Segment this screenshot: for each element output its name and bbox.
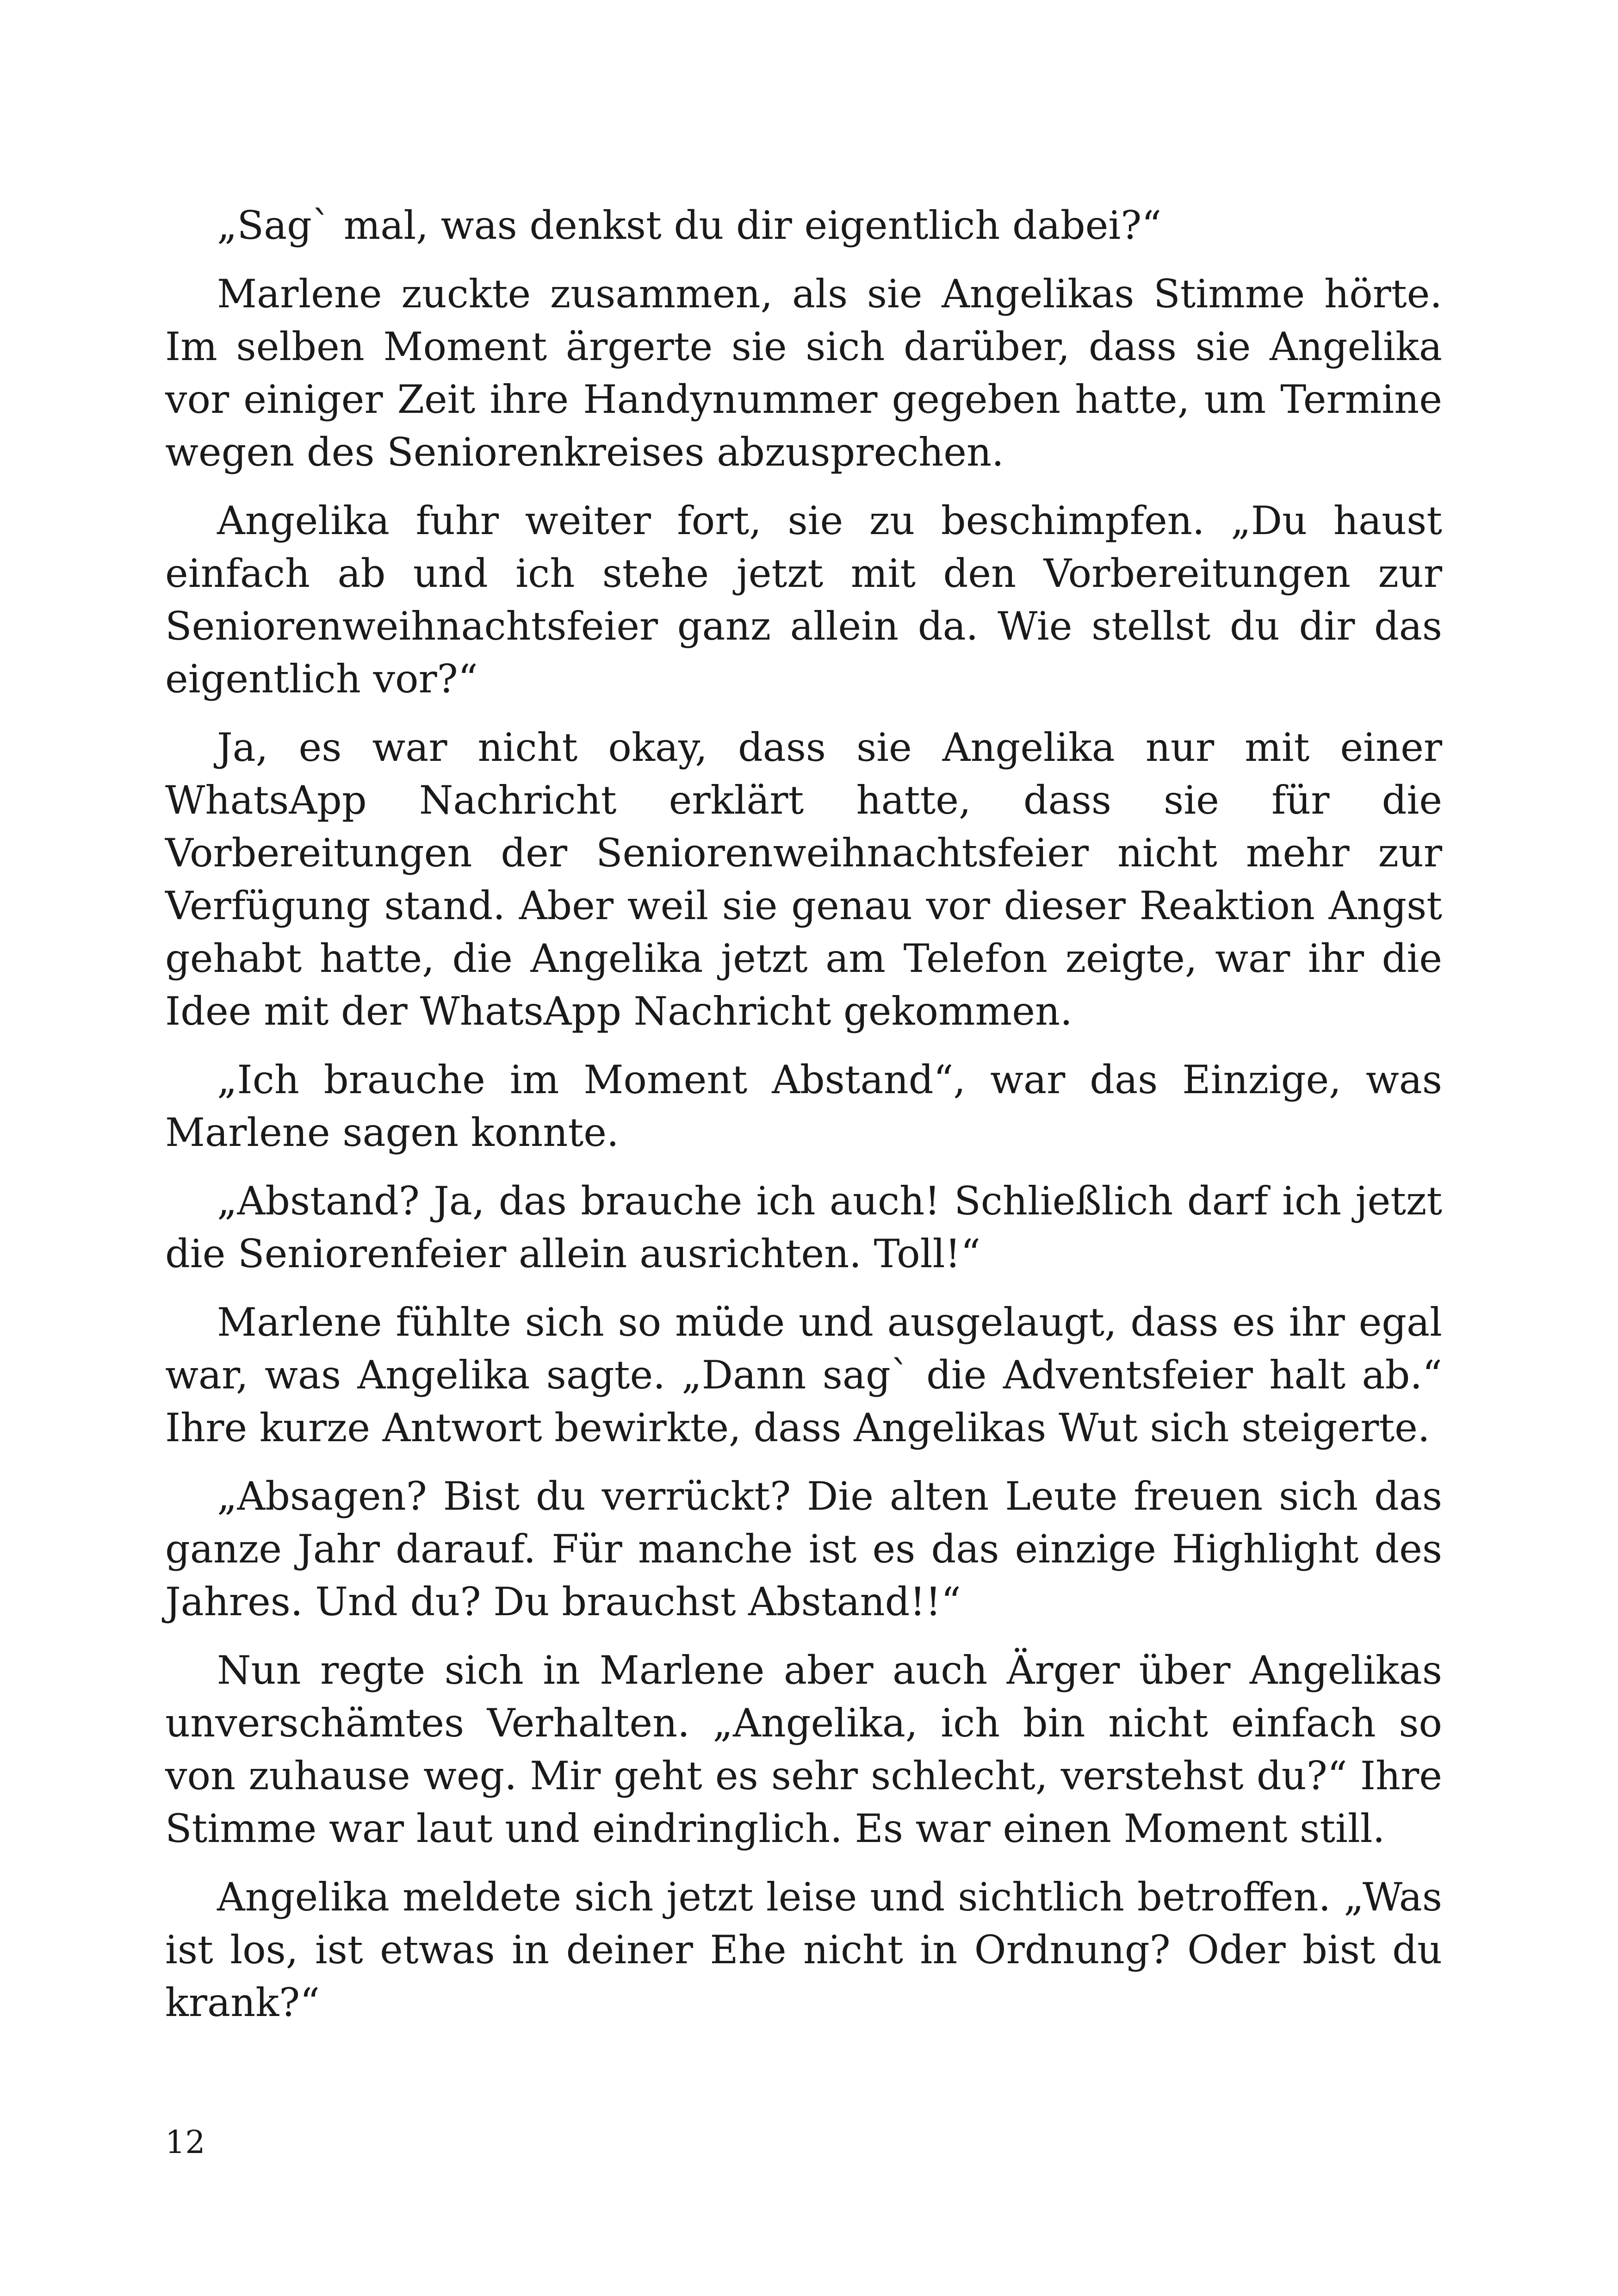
paragraph-2: Marlene zuckte zusammen, als sie Angelikas Stimme hörte. Im selben Moment ärgerte sie sich darüber, dass sie Angelika vor einiger Zeit ihre Handynummer gegeben hatte, um Termine wegen des Seniorenkreises abzusprechen. [165, 271, 1442, 475]
page-number: 12 [165, 2124, 205, 2161]
paragraph-9: Nun regte sich in Marlene aber auch Ärger über Angelikas unverschämtes Verhalten. „Angelika, ich bin nicht einfach so von zuhause weg. Mir geht es sehr schlecht, verstehst du?“ Ihre Stimme war laut und eindringlich. Es war einen Moment still. [165, 1648, 1442, 1851]
paragraph-10: Angelika meldete sich jetzt leise und sichtlich betroffen. „Was ist los, ist etwas in deiner Ehe nicht in Ordnung? Oder bist du krank?“ [165, 1874, 1442, 2025]
paragraph-8: „Absagen? Bist du verrückt? Die alten Leute freuen sich das ganze Jahr darauf. Für manche ist es das einzige Highlight des Jahres. Und du? Du brauchst Abstand!!“ [165, 1474, 1442, 1624]
paragraph-5: „Ich brauche im Moment Abstand“, war das Einzige, was Marlene sagen konnte. [165, 1057, 1442, 1155]
paragraph-3: Angelika fuhr weiter fort, sie zu beschimpfen. „Du haust einfach ab und ich stehe jetzt mit den Vorbereitungen zur Seniorenweihnachtsfeier ganz allein da. Wie stellst du dir das eigentlich vor?“ [165, 498, 1442, 702]
paragraph-7: Marlene fühlte sich so müde und ausgelaugt, dass es ihr egal war, was Angelika sagte. „Dann sag` die Adventsfeier halt ab.“ Ihre kurze Antwort bewirkte, dass Angelikas Wut sich steigerte. [165, 1300, 1442, 1450]
body-text [165, 199, 1442, 2045]
paragraph-1: „Sag` mal, was denkst du dir eigentlich dabei?“ [217, 203, 1162, 248]
paragraph-6: „Abstand? Ja, das brauche ich auch! Schließlich darf ich jetzt die Seniorenfeier allein ausrichten. Toll!“ [165, 1178, 1442, 1276]
paragraph-4: Ja, es war nicht okay, dass sie Angelika nur mit einer WhatsApp Nachricht erklärt hatte, dass sie für die Vorbereitungen der Seniorenweihnachtsfeier nicht mehr zur Verfügung stand. Aber weil sie genau vor dieser Reaktion Angst gehabt hatte, die Angelika jetzt am Telefon zeigte, war ihr die Idee mit der WhatsApp Nachricht gekommen. [165, 725, 1442, 1034]
